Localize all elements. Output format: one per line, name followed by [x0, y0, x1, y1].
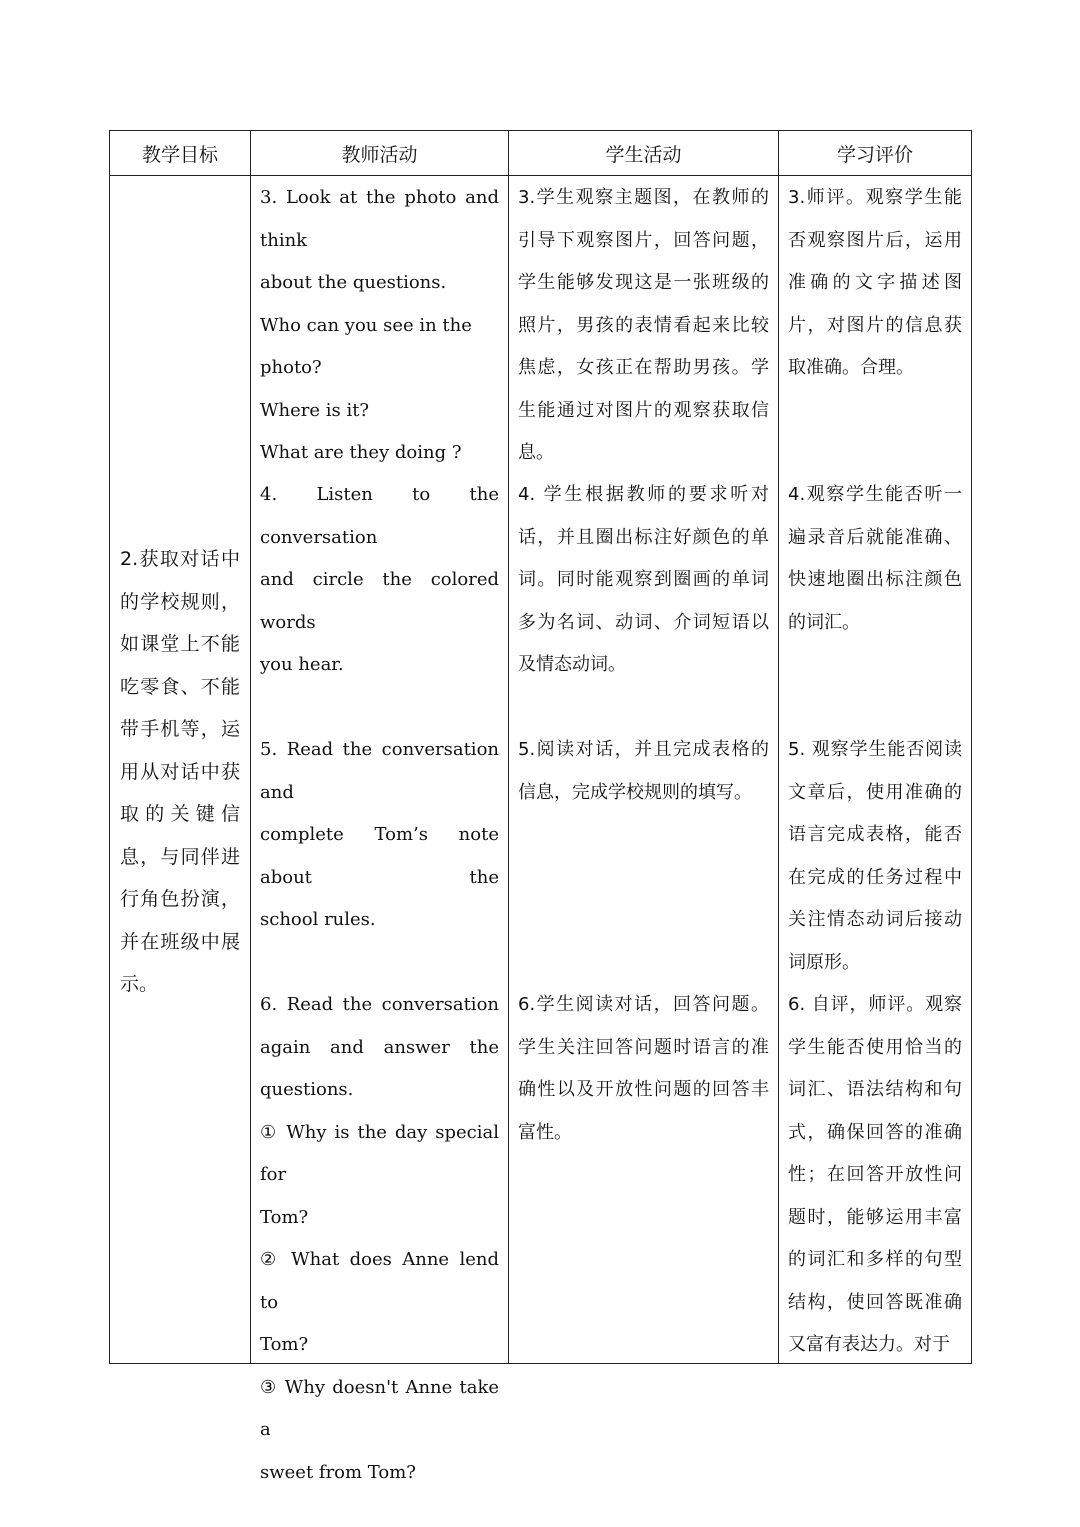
text-line: again and answer the — [260, 1036, 499, 1058]
table-header-row — [110, 131, 972, 176]
student-activity-3: 3.学生观察主题图，在教师的引导下观察图片，回答问题，学生能够发现这是一张班级的照片，男孩的表情看起来比较焦虑，女孩正在帮助男孩。学生能通过对图片的观察获取信息。 — [518, 187, 769, 463]
evaluation-4: 4.观察学生能否听一遍录音后就能准确、快速地圈出标注颜色的词汇。 — [788, 484, 962, 633]
table-body-row — [110, 176, 972, 1364]
text-line: school rules. — [260, 909, 376, 930]
header-teaching-goal: 教学目标 — [110, 131, 251, 176]
text-line: you hear. — [260, 654, 344, 675]
text-line: and circle the colored words — [260, 569, 499, 633]
teacher-activity-4 — [260, 474, 499, 687]
text-line: Tom? — [260, 1206, 309, 1228]
text-line: Who can you see in the photo? — [260, 314, 472, 378]
student-activity-5: 5.阅读对话，并且完成表格的信息，完成学校规则的填写。 — [518, 739, 769, 803]
teacher-activity-3 — [260, 177, 499, 475]
header-student-activity: 学生活动 — [509, 131, 779, 176]
evaluation-5: 5. 观察学生能否阅读文章后，使用准确的语言完成表格，能否在完成的任务过程中关注情态动词后接动词原形。 — [788, 739, 962, 973]
text-line: about the questions. — [260, 272, 447, 293]
text-line: ② What does Anne lend to — [260, 1249, 499, 1313]
text-line: ① Why is the day special for — [260, 1121, 499, 1185]
teacher-activity-cell — [251, 176, 509, 1483]
evaluation-3: 3.师评。观察学生能否观察图片后，运用准确的文字描述图片，对图片的信息获取准确。合理。 — [788, 187, 962, 378]
lesson-plan-table — [109, 130, 972, 1483]
text-line: What are they doing ? — [260, 442, 462, 463]
header-teacher-activity: 教师活动 — [251, 131, 509, 176]
evaluation-cell — [779, 176, 972, 1364]
text-line: 4. Listen to the conversation — [260, 484, 499, 548]
student-activity-6: 6.学生阅读对话，回答问题。学生关注回答问题时语言的准确性以及开放性问题的回答丰富性。 — [518, 994, 769, 1143]
student-activity-cell — [509, 176, 779, 1364]
teacher-activity-5 — [260, 729, 499, 942]
text-line: Tom? — [260, 1334, 309, 1355]
text-line: 6. Read the conversation — [260, 994, 499, 1015]
goal-cell — [110, 176, 251, 1364]
text-line: 3. Look at the photo and think — [260, 187, 499, 251]
text-line: Where is it? — [260, 399, 370, 421]
text-line: complete Tom’s note about the — [260, 824, 499, 888]
text-line: 5. Read the conversation and — [260, 739, 499, 803]
teacher-activity-6 — [260, 984, 499, 1494]
evaluation-6: 6. 自评，师评。观察学生能否使用恰当的词汇、语法结构和句式，确保回答的准确性；在回答开放性问题时，能够运用丰富的词汇和多样的句型结构，使回答既准确又富有表达力。对于 — [788, 994, 962, 1355]
header-learning-evaluation: 学习评价 — [779, 131, 972, 176]
student-activity-4: 4. 学生根据教师的要求听对话，并且圈出标注好颜色的单词。同时能观察到圈画的单词多为名词、动词、介词短语以及情态动词。 — [518, 484, 769, 675]
goal-text: 2.获取对话中的学校规则，如课堂上不能吃零食、不能带手机等，运用从对话中获取的关键信息，与同伴进行角色扮演，并在班级中展示。 — [120, 548, 240, 995]
text-line: sweet from Tom? — [260, 1461, 416, 1483]
text-line: questions. — [260, 1079, 354, 1100]
text-line: ③ Why doesn't Anne take a — [260, 1376, 499, 1440]
